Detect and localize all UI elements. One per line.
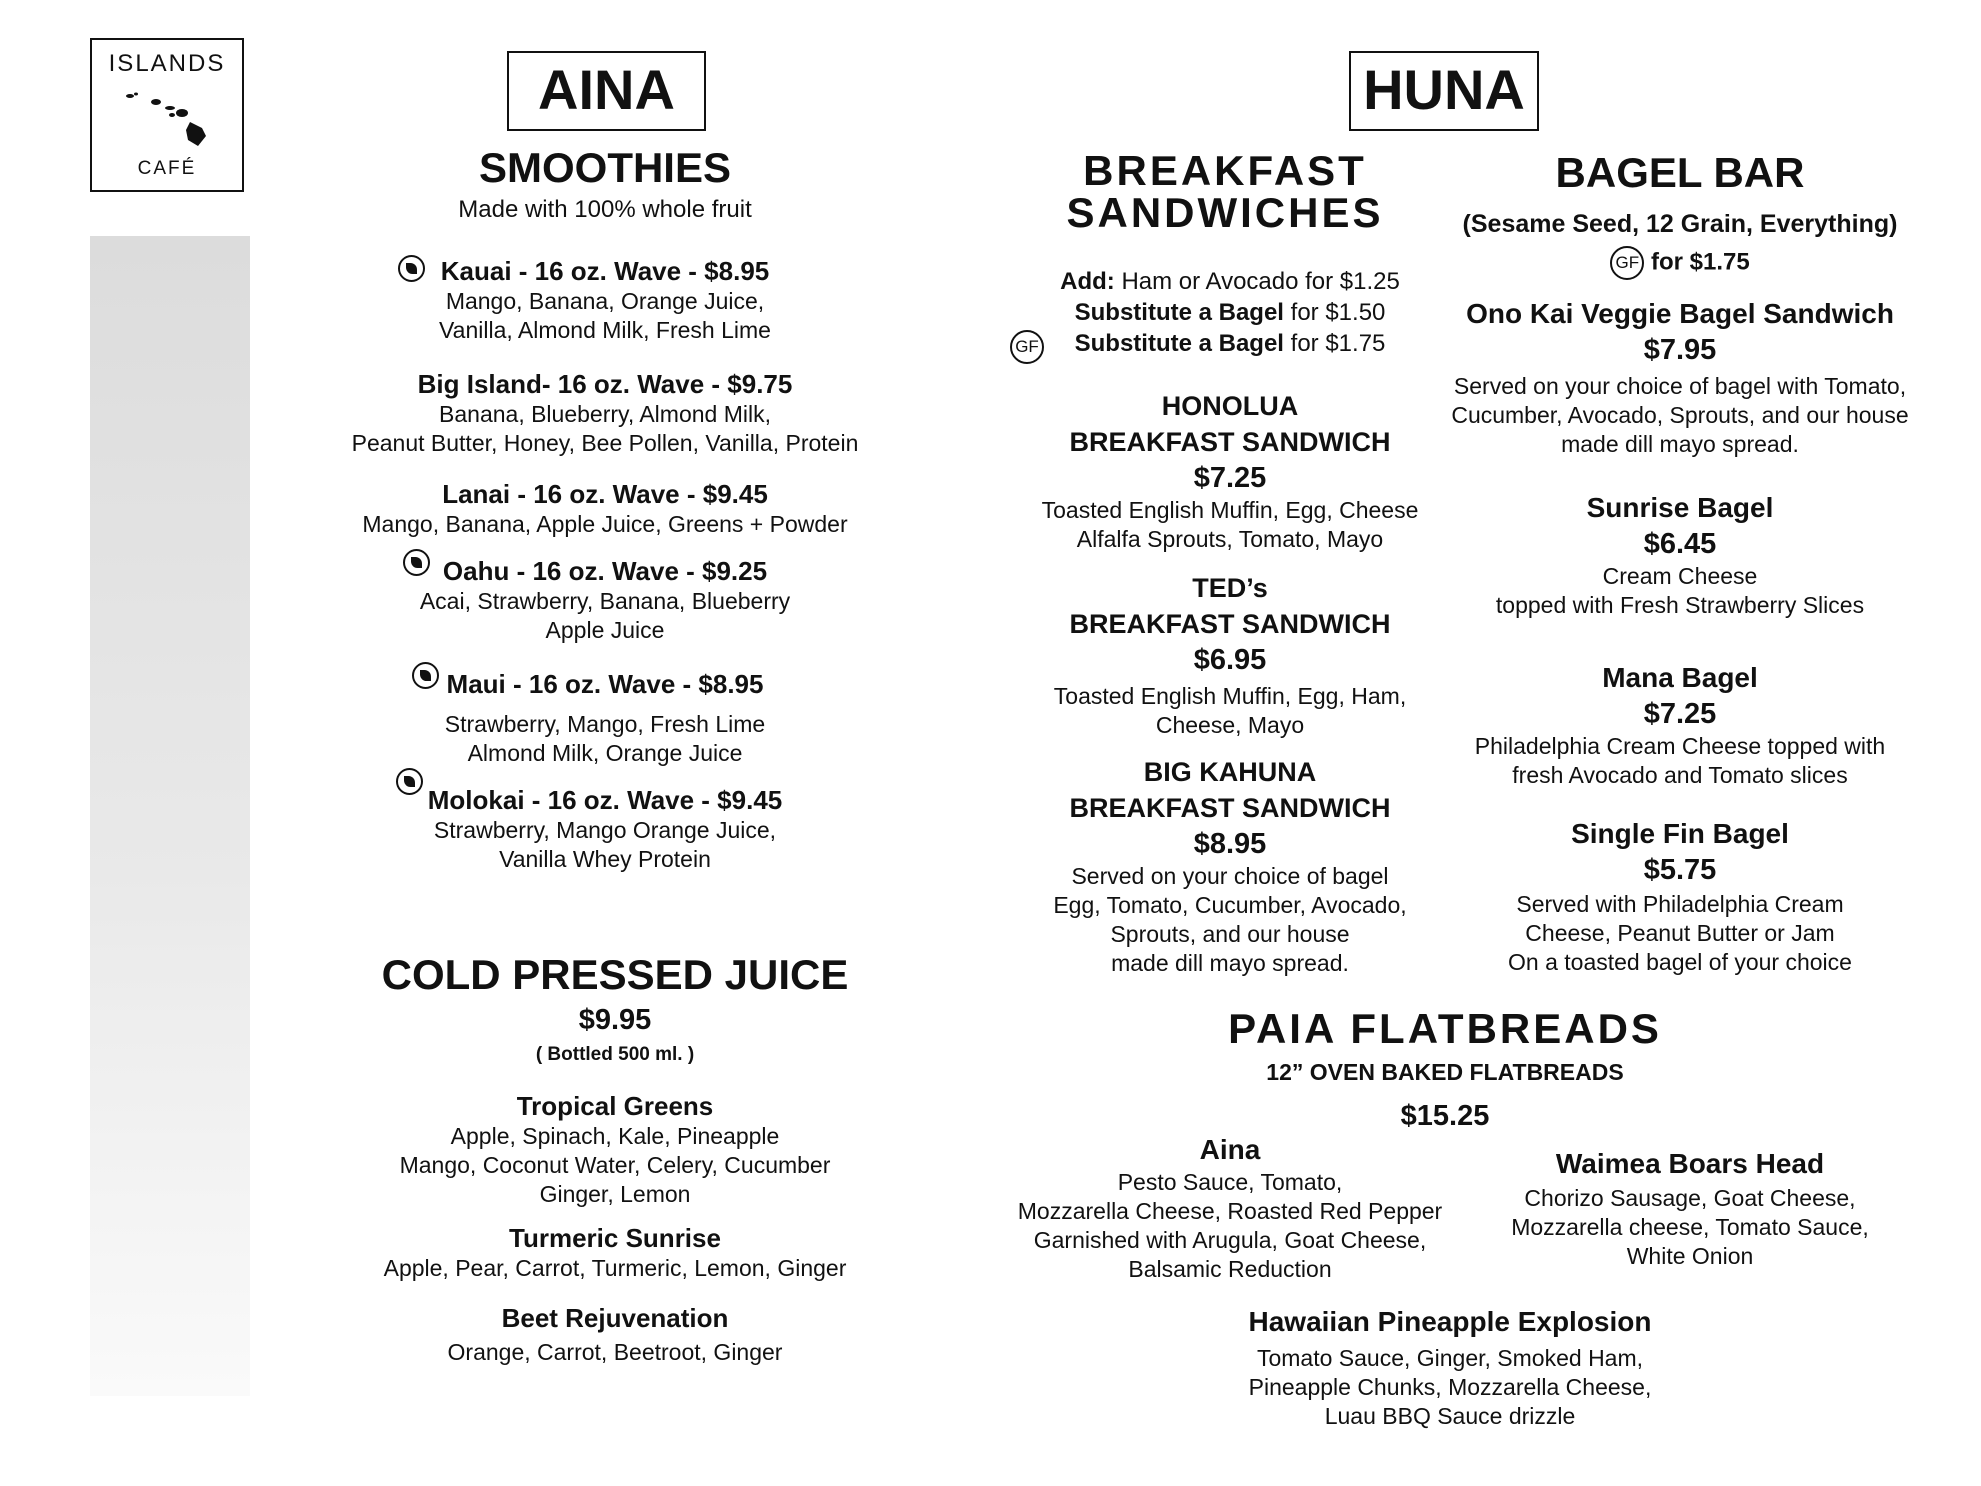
smoothie-desc: Mango, Banana, Orange Juice, — [445, 288, 765, 314]
vegan-leaf-icon — [403, 549, 430, 576]
bagel-desc: Cheese, Peanut Butter or Jam — [1525, 920, 1835, 946]
breakfast-item — [1010, 570, 1450, 740]
bagel-item — [1440, 660, 1920, 790]
juice-item — [350, 1222, 880, 1283]
breakfast-title-line1: BREAKFAST — [1083, 147, 1367, 194]
breakfast-item — [1010, 754, 1450, 978]
smoothie-name: Lanai - 16 oz. Wave - $9.45 — [442, 479, 768, 509]
smoothie-desc: Strawberry, Mango, Fresh Lime — [444, 711, 766, 737]
sandwich-name: BREAKFAST SANDWICH — [1069, 427, 1391, 457]
sandwich-desc: Toasted English Muffin, Egg, Ham, — [1053, 683, 1407, 709]
addon-text: Ham or Avocado for $1.25 — [1114, 268, 1400, 295]
logo-top-text: ISLANDS — [108, 50, 226, 77]
bagel-desc: Served on your choice of bagel with Tomato, — [1453, 373, 1907, 399]
flatbread-desc: White Onion — [1626, 1243, 1754, 1269]
breakfast-title-line2: SANDWICHES — [1066, 189, 1384, 236]
sandwich-price: $6.95 — [1193, 644, 1267, 676]
flatbread-desc: Mozzarella Cheese, Roasted Red Pepper — [1017, 1198, 1443, 1224]
sandwich-desc: Served on your choice of bagel — [1071, 863, 1389, 889]
flatbread-desc: Pineapple Chunks, Mozzarella Cheese, — [1248, 1374, 1652, 1400]
juice-name: Beet Rejuvenation — [501, 1303, 729, 1333]
bagel-price: $5.75 — [1643, 854, 1717, 886]
breakfast-item — [1010, 388, 1450, 554]
smoothie-desc: Vanilla Whey Protein — [499, 846, 711, 872]
substitute-text: for $1.50 — [1283, 299, 1386, 326]
vegan-leaf-icon — [412, 662, 439, 689]
smoothies-subtitle: Made with 100% whole fruit — [458, 196, 752, 223]
bagel-subtitle: (Sesame Seed, 12 Grain, Everything) — [1462, 210, 1898, 238]
substitute-label: Substitute a Bagel — [1074, 299, 1284, 326]
gluten-free-icon: GF — [1010, 330, 1044, 364]
addon-label: Add: — [1060, 268, 1115, 295]
breakfast-section — [1000, 147, 1450, 236]
juice-section — [350, 952, 880, 1069]
smoothie-item — [350, 255, 860, 345]
bagel-desc: On a toasted bagel of your choice — [1508, 949, 1852, 975]
smoothie-desc: Mango, Banana, Apple Juice, Greens + Powder — [362, 511, 848, 537]
bagel-desc: Served with Philadelphia Cream — [1516, 891, 1844, 917]
smoothie-item — [350, 478, 860, 539]
smoothie-item — [350, 368, 860, 458]
smoothie-desc: Acai, Strawberry, Banana, Blueberry — [419, 588, 791, 614]
flatbreads-title: PAIA FLATBREADS — [1228, 1005, 1662, 1052]
flatbread-desc: Pesto Sauce, Tomato, — [1117, 1169, 1343, 1195]
sandwich-name: TED’s — [1192, 573, 1268, 603]
bagel-desc: Cucumber, Avocado, Sprouts, and our house — [1451, 402, 1909, 428]
flatbreads-price: $15.25 — [1400, 1100, 1490, 1132]
smoothie-item — [350, 668, 860, 768]
flatbread-name: Waimea Boars Head — [1555, 1148, 1825, 1179]
sandwich-price: $8.95 — [1193, 828, 1267, 860]
bagel-name: Single Fin Bagel — [1571, 818, 1789, 849]
juice-desc: Mango, Coconut Water, Celery, Cucumber — [399, 1152, 831, 1178]
juice-desc: Apple, Spinach, Kale, Pineapple — [450, 1123, 780, 1149]
bagel-item — [1440, 296, 1920, 459]
juice-name: Turmeric Sunrise — [509, 1223, 721, 1253]
flatbread-name: Hawaiian Pineapple Explosion — [1248, 1306, 1652, 1337]
smoothie-item — [350, 555, 860, 645]
smoothie-name: Oahu - 16 oz. Wave - $9.25 — [442, 556, 768, 586]
juice-desc: Ginger, Lemon — [539, 1181, 691, 1207]
bagel-name: Mana Bagel — [1602, 662, 1758, 693]
flatbreads-subtitle: 12” OVEN BAKED FLATBREADS — [1266, 1059, 1624, 1085]
smoothie-name: Maui - 16 oz. Wave - $8.95 — [446, 669, 764, 699]
bagel-desc: Philadelphia Cream Cheese topped with — [1474, 733, 1886, 759]
smoothie-desc: Vanilla, Almond Milk, Fresh Lime — [439, 317, 771, 343]
flatbread-desc: Garnished with Arugula, Goat Cheese, — [1033, 1227, 1427, 1253]
flatbread-desc: Tomato Sauce, Ginger, Smoked Ham, — [1256, 1345, 1644, 1371]
flatbread-desc: Luau BBQ Sauce drizzle — [1324, 1403, 1576, 1429]
flatbread-item — [1010, 1132, 1450, 1284]
smoothie-desc: Apple Juice — [545, 617, 665, 643]
gluten-free-price: for $1.75 — [1650, 248, 1750, 276]
sandwich-desc: Toasted English Muffin, Egg, Cheese — [1041, 497, 1419, 523]
aina-header: AINA — [507, 51, 706, 131]
juice-title: COLD PRESSED JUICE — [381, 951, 849, 998]
hawaiian-islands-icon — [122, 88, 212, 148]
flatbread-name: Aina — [1199, 1134, 1261, 1165]
sandwich-desc: Sprouts, and our house — [1110, 921, 1350, 947]
vegan-leaf-icon — [398, 255, 425, 282]
bagel-name: Sunrise Bagel — [1586, 492, 1774, 523]
smoothie-desc: Almond Milk, Orange Juice — [467, 740, 743, 766]
bagel-section — [1440, 150, 1920, 280]
juice-price: $9.95 — [578, 1004, 652, 1036]
bagel-title: BAGEL BAR — [1555, 149, 1805, 196]
juice-desc: Apple, Pear, Carrot, Turmeric, Lemon, Ginger — [383, 1255, 847, 1281]
flatbread-desc: Balsamic Reduction — [1128, 1256, 1332, 1282]
sandwich-name: BIG KAHUNA — [1143, 757, 1317, 787]
bagel-desc: fresh Avocado and Tomato slices — [1512, 762, 1848, 788]
flatbreads-section — [1140, 1005, 1750, 1134]
smoothie-desc: Peanut Butter, Honey, Bee Pollen, Vanilla, Protein — [351, 430, 859, 456]
logo-bottom-text: CAFÉ — [137, 158, 197, 179]
smoothie-name: Big Island- 16 oz. Wave - $9.75 — [417, 369, 793, 399]
substitute-label: Substitute a Bagel — [1074, 330, 1284, 357]
gluten-free-icon: GF — [1610, 246, 1644, 280]
sandwich-desc: Egg, Tomato, Cucumber, Avocado, — [1053, 892, 1407, 918]
bagel-price: $6.45 — [1643, 528, 1717, 560]
huna-header: HUNA — [1349, 51, 1539, 131]
flatbread-desc: Chorizo Sausage, Goat Cheese, — [1524, 1185, 1856, 1211]
sandwich-desc: Alfalfa Sprouts, Tomato, Mayo — [1076, 526, 1384, 552]
smoothies-section — [350, 145, 860, 225]
smoothie-name: Molokai - 16 oz. Wave - $9.45 — [427, 785, 783, 815]
flatbread-item — [1170, 1304, 1730, 1431]
sandwich-name: BREAKFAST SANDWICH — [1069, 793, 1391, 823]
sandwich-price: $7.25 — [1193, 462, 1267, 494]
bagel-item — [1440, 490, 1920, 620]
decorative-sidebar — [90, 236, 250, 1396]
sandwich-desc: Cheese, Mayo — [1155, 712, 1305, 738]
bagel-desc: made dill mayo spread. — [1561, 431, 1799, 457]
vegan-leaf-icon — [396, 768, 423, 795]
juice-desc: Orange, Carrot, Beetroot, Ginger — [447, 1339, 783, 1365]
juice-item — [350, 1302, 880, 1367]
smoothie-desc: Strawberry, Mango Orange Juice, — [433, 817, 777, 843]
cafe-logo — [90, 38, 244, 192]
juice-note: ( Bottled 500 ml. ) — [535, 1044, 695, 1065]
smoothie-item — [350, 784, 860, 874]
breakfast-addons — [1010, 266, 1450, 359]
bagel-price: $7.25 — [1643, 698, 1717, 730]
sandwich-name: HONOLUA — [1161, 391, 1299, 421]
flatbread-item — [1460, 1146, 1920, 1271]
smoothies-title: SMOOTHIES — [478, 144, 732, 191]
smoothie-desc: Banana, Blueberry, Almond Milk, — [439, 401, 771, 427]
sandwich-desc: made dill mayo spread. — [1111, 950, 1349, 976]
smoothie-name: Kauai - 16 oz. Wave - $8.95 — [440, 256, 770, 286]
bagel-desc: Cream Cheese — [1602, 563, 1758, 589]
bagel-name: Ono Kai Veggie Bagel Sandwich — [1466, 298, 1894, 329]
bagel-item — [1440, 816, 1920, 977]
bagel-desc: topped with Fresh Strawberry Slices — [1495, 592, 1865, 618]
bagel-price: $7.95 — [1643, 334, 1717, 366]
flatbread-desc: Mozzarella cheese, Tomato Sauce, — [1511, 1214, 1869, 1240]
substitute-text: for $1.75 — [1283, 330, 1386, 357]
sandwich-name: BREAKFAST SANDWICH — [1069, 609, 1391, 639]
juice-name: Tropical Greens — [516, 1091, 714, 1121]
juice-item — [350, 1090, 880, 1209]
